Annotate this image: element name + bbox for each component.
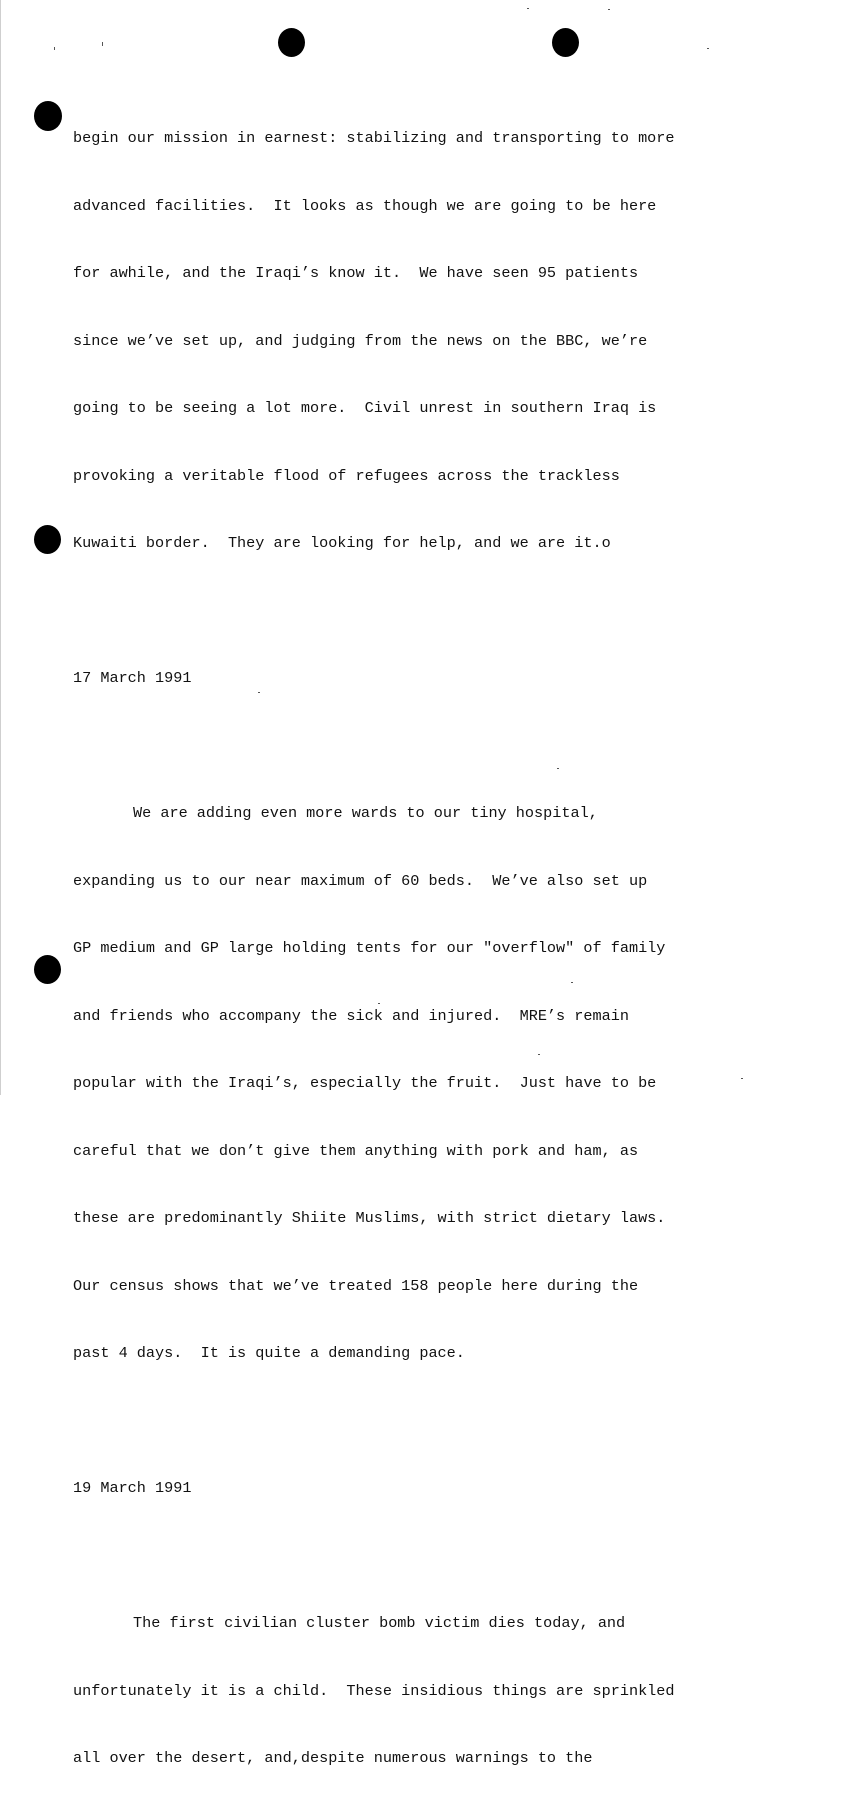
text-line: GP medium and GP large holding tents for our "overflow" of family xyxy=(73,939,666,957)
blank-line xyxy=(73,1545,773,1568)
text-line: these are predominantly Shiite Muslims, with strict dietary laws. xyxy=(73,1209,666,1227)
text-line: advanced facilities. It looks as though we are going to be here xyxy=(73,196,657,215)
text-line: unfortunately it is a child. These insidious things are sprinkled xyxy=(73,1681,675,1700)
page-edge xyxy=(0,0,1,1095)
text-line: popular with the Iraqi’s, especially the fruit. Just have to be xyxy=(73,1074,657,1092)
text-line: going to be seeing a lot more. Civil unrest in southern Iraq is xyxy=(73,399,657,417)
blank-line xyxy=(73,1410,773,1433)
text-line: The first civilian cluster bomb victim dies today, and xyxy=(133,1614,626,1632)
scan-speck xyxy=(527,8,529,9)
date-heading: 19 March 1991 xyxy=(73,1479,192,1497)
blank-line xyxy=(73,600,773,623)
text-line: Kuwaiti border. They are looking for help, and we are it.o xyxy=(73,534,611,552)
punch-hole-side-middle xyxy=(34,525,61,554)
text-line: Our census shows that we’ve treated 158 people here during the xyxy=(73,1276,639,1295)
text-line: careful that we don’t give them anything with pork and ham, as xyxy=(73,1141,639,1160)
scan-speck xyxy=(707,48,709,49)
text-line: past 4 days. It is quite a demanding pace. xyxy=(73,1344,465,1362)
text-line: provoking a veritable flood of refugees across the trackless xyxy=(73,466,620,485)
text-line: all over the desert, and,despite numerous warnings to the xyxy=(73,1749,593,1767)
text-line: begin our mission in earnest: stabilizing and transporting to more xyxy=(73,129,675,147)
punch-hole-side-lower xyxy=(34,955,61,984)
blank-line xyxy=(73,735,773,758)
memoir-text xyxy=(73,82,773,1815)
text-line: expanding us to our near maximum of 60 beds. We’ve also set up xyxy=(73,871,648,890)
scan-speck xyxy=(54,47,55,50)
text-line: for awhile, and the Iraqi’s know it. We have seen 95 patients xyxy=(73,264,639,282)
date-heading: 17 March 1991 xyxy=(73,669,192,687)
text-line: and friends who accompany the sick and injured. MRE’s remain xyxy=(73,1006,629,1025)
text-line: We are adding even more wards to our tiny hospital, xyxy=(133,804,598,822)
punch-hole-top-left xyxy=(278,28,305,57)
punch-hole-top-right xyxy=(552,28,579,57)
text-line: since we’ve set up, and judging from the news on the BBC, we’re xyxy=(73,331,648,350)
scan-speck xyxy=(102,42,103,46)
punch-hole-side-upper xyxy=(34,101,62,131)
scan-speck xyxy=(608,9,610,10)
